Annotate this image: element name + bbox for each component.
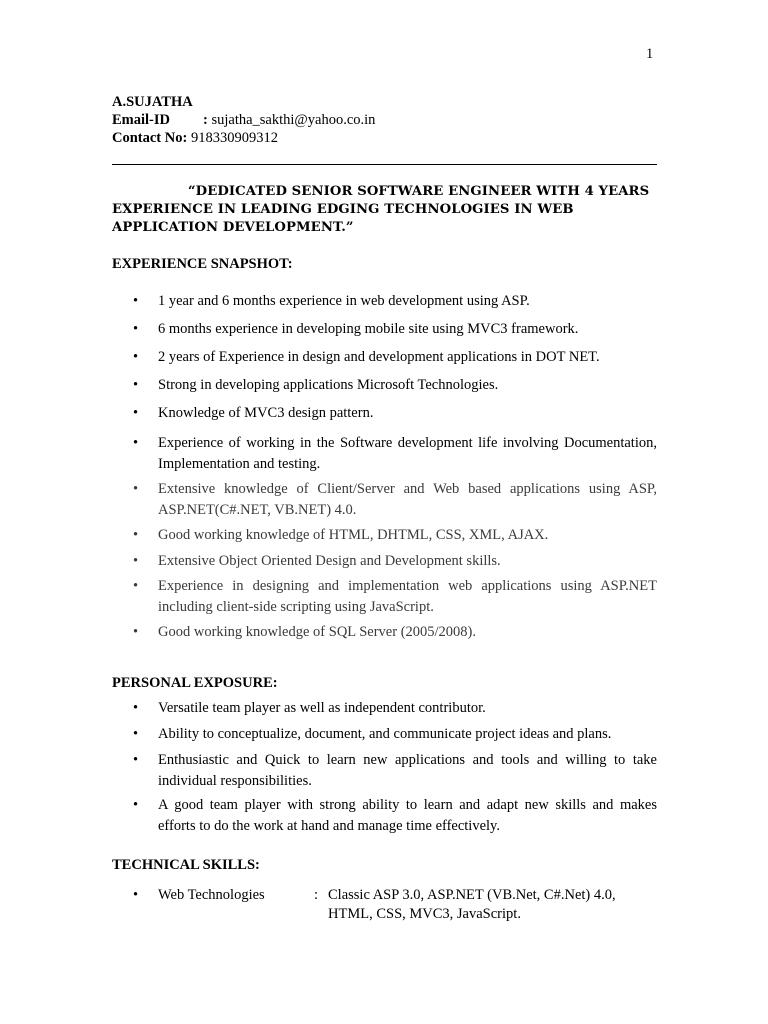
page-number: 1	[646, 46, 654, 62]
list-item: • Enthusiastic and Quick to learn new applications and tools and willing to take individual responsibilities.	[133, 752, 657, 789]
bullet-icon: •	[133, 481, 139, 497]
bullet-icon: •	[133, 726, 139, 742]
candidate-name: A.SUJATHA	[112, 94, 193, 110]
bullet-icon: •	[133, 624, 139, 640]
list-item: • Extensive Object Oriented Design and Development skills.	[112, 551, 657, 576]
technical-skills-heading: TECHNICAL SKILLS:	[112, 857, 260, 873]
skill-separator: :	[314, 887, 319, 903]
bullet-icon: •	[133, 377, 139, 393]
list-item: • Experience in designing and implementation web applications using ASP.NET including client-side scripting using JavaScript.	[133, 578, 657, 615]
list-item: • Good working knowledge of HTML, DHTML, CSS, XML, AJAX.	[112, 525, 657, 551]
bullet-icon: •	[133, 435, 139, 451]
personal-exposure-heading: PERSONAL EXPOSURE:	[112, 675, 278, 691]
list-item: • Extensive knowledge of Client/Server and Web based applications using ASP, ASP.NET(C#.NET, VB.NET) 4.0.	[133, 481, 657, 518]
header-divider	[112, 164, 657, 165]
contact-header	[112, 93, 375, 147]
personal-exposure-list	[112, 698, 657, 839]
bullet-icon: •	[133, 752, 139, 768]
email-line	[112, 111, 375, 129]
bullet-icon: •	[133, 887, 139, 903]
contact-line	[112, 129, 375, 147]
bullet-icon: •	[133, 349, 139, 365]
list-item: • Ability to conceptualize, document, and communicate project ideas and plans.	[112, 724, 657, 750]
experience-list	[112, 291, 657, 648]
list-item: • 1 year and 6 months experience in web development using ASP.	[112, 291, 657, 319]
list-item: • A good team player with strong ability to learn and adapt new skills and makes efforts to do the work at hand and manage time effectively.	[133, 797, 657, 834]
bullet-icon: •	[133, 321, 139, 337]
list-item: • 2 years of Experience in design and development applications in DOT NET.	[112, 347, 657, 375]
bullet-icon: •	[133, 797, 139, 813]
bullet-icon: •	[133, 527, 139, 543]
list-item: • Knowledge of MVC3 design pattern.	[112, 403, 657, 433]
contact-value: 918330909312	[190, 130, 278, 146]
objective-statement: “DEDICATED SENIOR SOFTWARE ENGINEER WITH 4 YEARS EXPERIENCE IN LEADING EDGING TECHNOLOGIES IN WEB APPLICATION DEVELOPMENT.”	[112, 184, 650, 235]
experience-heading: EXPERIENCE SNAPSHOT:	[112, 256, 293, 272]
list-item: • Strong in developing applications Microsoft Technologies.	[112, 375, 657, 403]
bullet-icon: •	[133, 553, 139, 569]
list-item: • 6 months experience in developing mobile site using MVC3 framework.	[112, 319, 657, 347]
skill-value: Classic ASP 3.0, ASP.NET (VB.Net, C#.Net) 4.0, HTML, CSS, MVC3, JavaScript.	[328, 887, 616, 922]
list-item: • Good working knowledge of SQL Server (2005/2008).	[112, 622, 657, 648]
email-value: sujatha_sakthi@yahoo.co.in	[211, 112, 376, 128]
list-item: • Versatile team player as well as independent contributor.	[112, 698, 657, 724]
bullet-icon: •	[133, 700, 139, 716]
list-item: • Experience of working in the Software development life involving Documentation, Implementation and testing.	[133, 435, 657, 472]
email-label: Email-ID	[112, 112, 170, 128]
bullet-icon: •	[133, 405, 139, 421]
skill-name: Web Technologies	[158, 887, 265, 903]
contact-label: Contact No:	[112, 130, 188, 146]
bullet-icon: •	[133, 293, 139, 309]
email-separator: :	[203, 112, 208, 128]
bullet-icon: •	[133, 578, 139, 594]
